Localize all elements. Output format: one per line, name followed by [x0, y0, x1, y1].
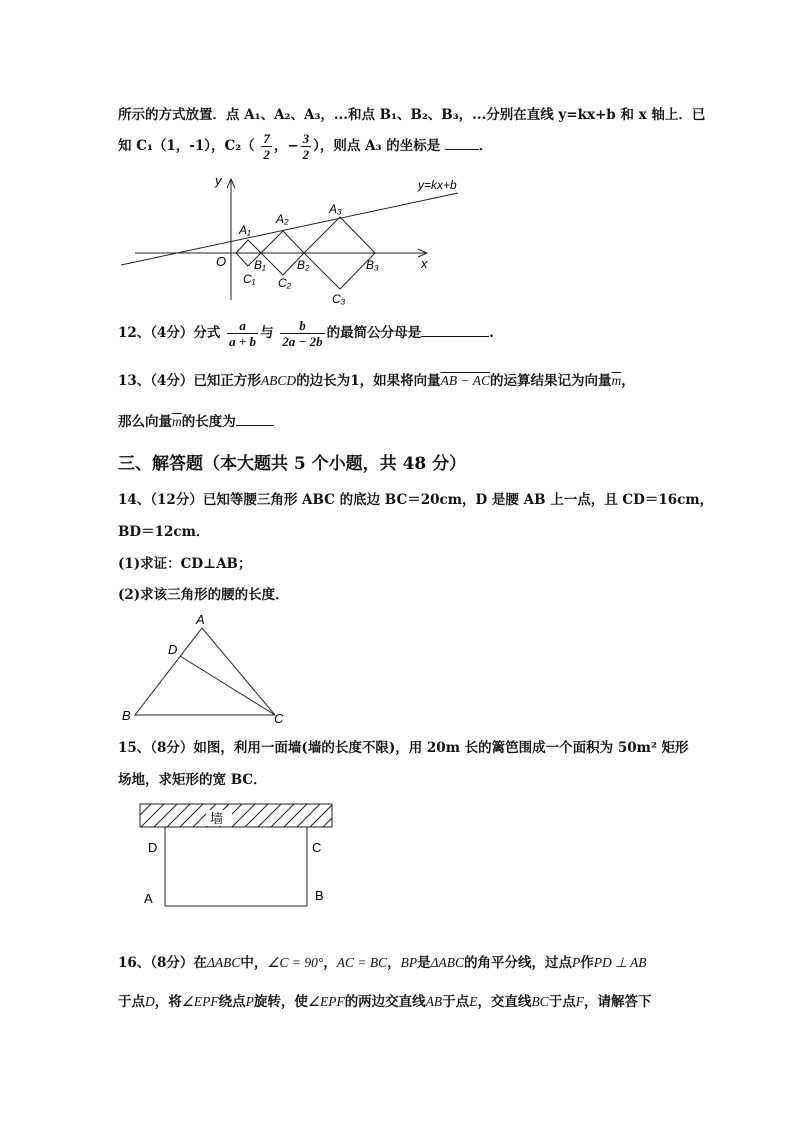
- line-label: y=kx+b: [418, 178, 457, 192]
- origin-label: O: [216, 254, 227, 269]
- a1-label: A₁: [239, 223, 251, 237]
- vertex-d-label: D: [168, 642, 178, 657]
- q11-line1: 所示的方式放置．点 A₁、A₂、A₃，...和点 B₁、B₂、B₃，...分别在直线 y=kx+b 和 x 轴上．已: [118, 107, 706, 123]
- q16-line2: 于点D，将∠EPF绕点P旋转，使∠EPF的两边交直线AB于点E，交直线BC于点F，请解答下: [118, 994, 652, 1010]
- vector-m: $\overline{m}$: [611, 373, 622, 388]
- q15-line2: 场地，求矩形的宽 BC．: [118, 772, 267, 788]
- c3-label: C₃: [332, 292, 346, 306]
- x-axis-label: x: [421, 256, 428, 271]
- c2-y-fraction: $\frac{3}{2}$: [302, 131, 310, 162]
- q11-line2: 知 C₁（1，-1），C₂（ $\frac{7}{2}$ ，− $\frac{3}{2}$ ），则点 A₃ 的坐标是 ．: [118, 131, 493, 162]
- y-axis-label: y: [215, 173, 222, 188]
- fence: [165, 827, 307, 906]
- q13-line2: 那么向量$\overline{m}$的长度为: [118, 410, 274, 430]
- q12-fraction-2: $\frac{b}{2a - 2b}$: [282, 318, 323, 349]
- b1-label: B₁: [254, 258, 266, 272]
- a2-label: A₂: [276, 212, 289, 226]
- q12-line: 12、（4分）分式 $\frac{a}{a + b}$ 与 $\frac{b}{2a - 2b}$ 的最简公分母是 .: [118, 318, 494, 349]
- corner-a-label: A: [144, 891, 153, 906]
- q14-part2: (2)求该三角形的腰的长度．: [118, 587, 289, 603]
- c1-label: C₁: [243, 272, 256, 286]
- corner-c-label: C: [312, 840, 322, 855]
- q12-fraction-1: $\frac{a}{a + b}$: [229, 318, 257, 349]
- c2-label: C₂: [278, 276, 292, 290]
- section-heading: 三、解答题（本大题共 5 个小题，共 48 分）: [118, 454, 467, 474]
- q14-line1: 14、（12分）已知等腰三角形 ABC 的底边 BC＝20cm，D 是腰 AB 上一点，且 CD＝16cm，: [118, 492, 714, 508]
- a3-label: A₃: [329, 202, 342, 216]
- vertex-c-label: C: [274, 711, 284, 726]
- b3-label: B₃: [366, 258, 379, 272]
- q14-part1: (1)求证：CD⊥AB；: [118, 556, 252, 572]
- q14-line2: BD＝12cm．: [118, 524, 210, 540]
- corner-d-label: D: [148, 840, 158, 855]
- q16-line1: 16、（8分）在ΔABC中，∠C = 90°，AC = BC，BP是ΔABC的角平分线，过点P作PD ⊥ AB: [118, 955, 647, 971]
- corner-b-label: B: [315, 888, 324, 903]
- q15-line1: 15、（8分）如图，利用一面墙(墙的长度不限)，用 20m 长的篱笆围成一个面积为 50m² 矩形: [118, 740, 689, 756]
- wall-label: 墙: [210, 812, 224, 827]
- vector-expression: AB − AC: [440, 373, 490, 388]
- c2-x-fraction: $\frac{7}{2}$: [263, 131, 270, 162]
- b2-label: B₂: [297, 258, 310, 272]
- q13-line1: 13、（4分）已知正方形ABCD的边长为1，如果将向量AB − AC的运算结果记为向量$\overline{m}$，: [118, 373, 635, 389]
- vector-m: $\overline{m}$: [172, 414, 182, 429]
- vertex-a-label: A: [196, 612, 205, 627]
- vertex-b-label: B: [122, 708, 131, 723]
